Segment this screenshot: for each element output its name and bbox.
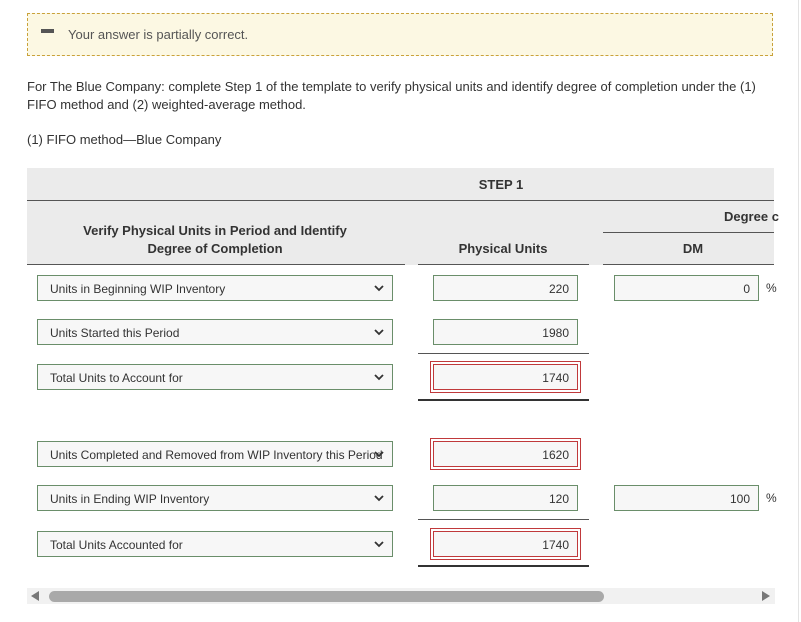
scroll-right-icon[interactable] [762,591,770,601]
row-label: Units in Ending WIP Inventory [50,492,210,506]
row-label-select[interactable] [37,364,393,390]
dm-percent-input[interactable]: 0 [614,275,759,301]
step-label: STEP 1 [478,177,524,192]
dm-percent-input[interactable]: 100 [614,485,759,511]
header-band-top [27,168,774,200]
chevron-down-icon [374,540,384,548]
physical-units-input[interactable]: 1740 [433,364,578,390]
chevron-down-icon [374,373,384,381]
chevron-down-icon [374,494,384,502]
header-rule-dm [603,264,774,265]
header-rule-labels [27,264,405,265]
row-label: Units Completed and Removed from WIP Inventory this Period [50,448,383,462]
percent-sign: % [766,491,777,505]
page-edge [798,0,799,622]
row-label: Units in Beginning WIP Inventory [50,282,226,296]
subtotal-rule [418,353,589,354]
physical-units-input[interactable]: 220 [433,275,578,301]
row-label-select[interactable] [37,531,393,557]
feedback-banner [27,13,773,56]
physical-units-input[interactable]: 1980 [433,319,578,345]
physical-units-input[interactable]: 1620 [433,441,578,467]
row-label: Total Units Accounted for [50,538,183,552]
row-label-select[interactable] [37,441,393,467]
chevron-down-icon [374,450,384,458]
total-rule [418,565,589,567]
row-label: Total Units to Account for [50,371,183,385]
row-label-select[interactable] [37,275,393,301]
header-rule-units [418,264,589,265]
chevron-down-icon [374,284,384,292]
subtotal-rule [418,519,589,520]
dm-header: DM [682,241,704,256]
scrollbar-thumb[interactable] [49,591,604,602]
physical-units-header: Physical Units [458,241,548,256]
row-header: Verify Physical Units in Period and Identify Degree of Completion [83,223,347,256]
total-rule [418,399,589,401]
degree-header: Degree c [724,209,779,224]
degree-underline [603,232,774,233]
scroll-left-icon[interactable] [31,591,39,601]
partial-icon [41,29,54,33]
row-label-select[interactable] [37,319,393,345]
chevron-down-icon [374,328,384,336]
percent-sign: % [766,281,777,295]
row-label: Units Started this Period [50,326,180,340]
row-label-select[interactable] [37,485,393,511]
instructions-text: For The Blue Company: complete Step 1 of the template to verify physical units and identify degree of completion under the (1) FIFO method and (2) weighted-average method. [27,79,756,112]
method-subheading: (1) FIFO method—Blue Company [27,132,222,147]
physical-units-input[interactable]: 120 [433,485,578,511]
physical-units-input[interactable]: 1740 [433,531,578,557]
feedback-message: Your answer is partially correct. [68,27,249,42]
